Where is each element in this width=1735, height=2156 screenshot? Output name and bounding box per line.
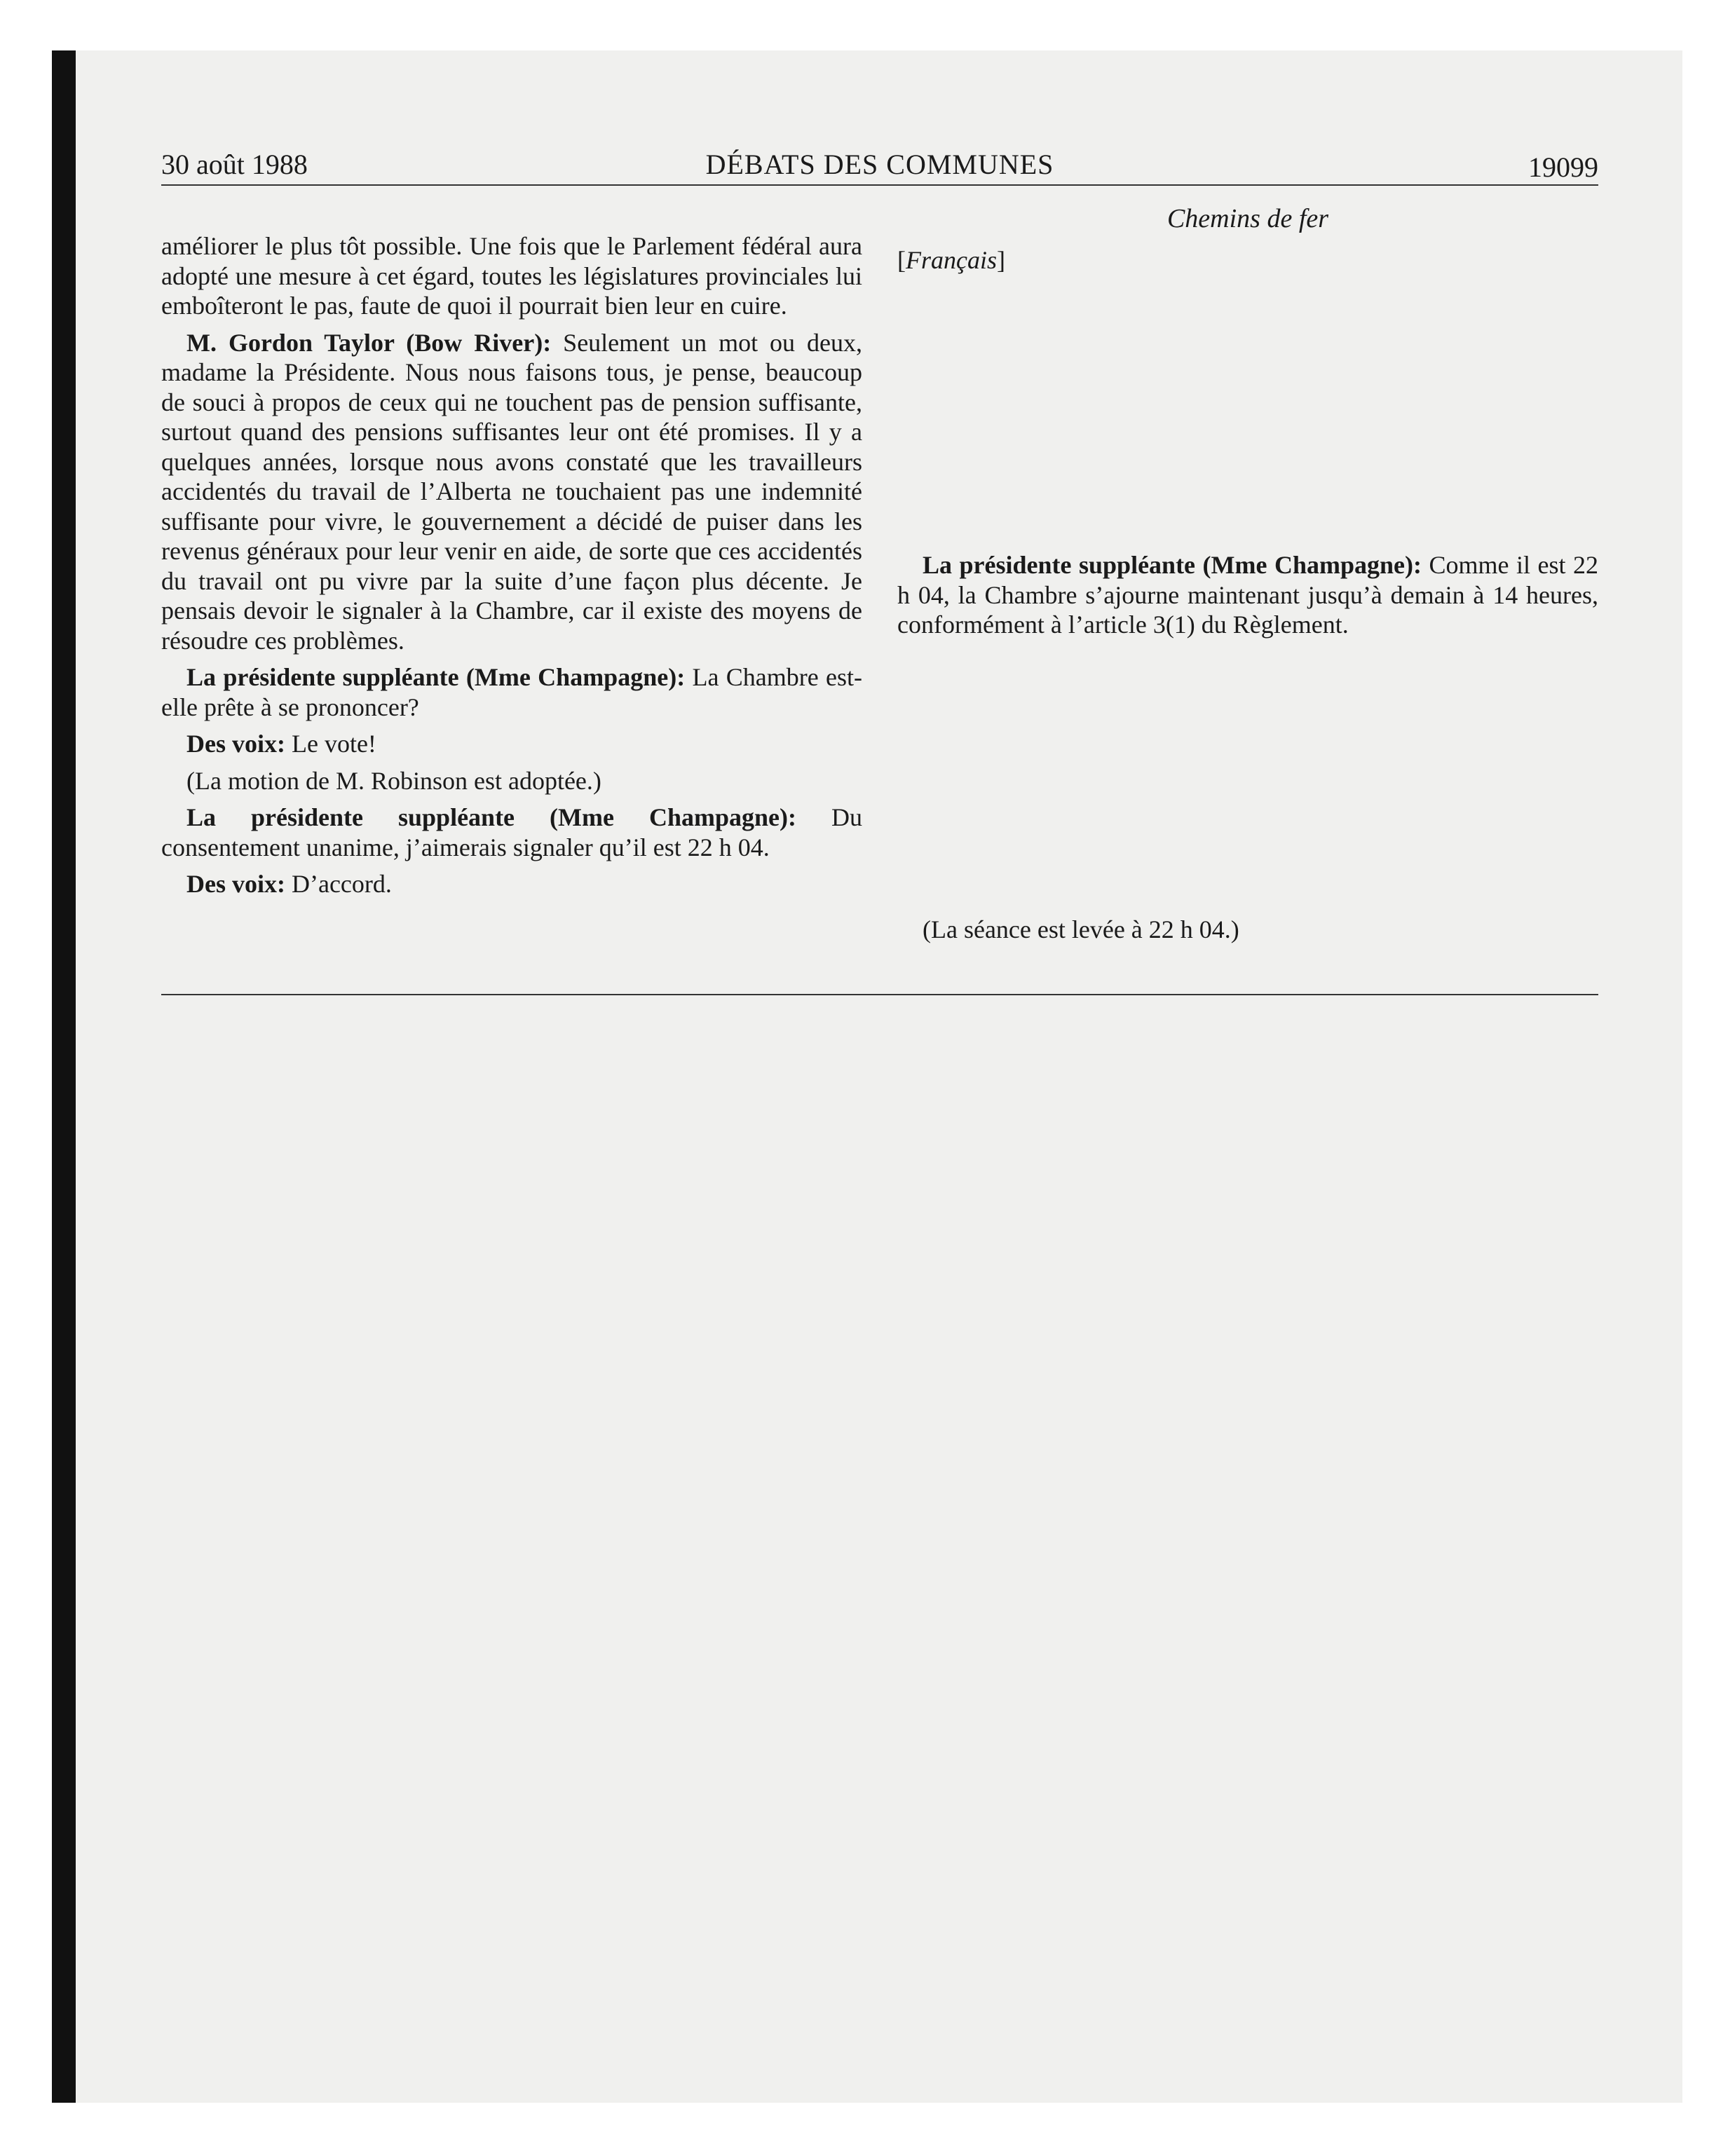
speech-paragraph: La présidente suppléante (Mme Champagne): Du consentement unanime, j’aimerais signaler qu’il est 22 h 04. bbox=[161, 803, 863, 861]
closing-note: (La séance est levée à 22 h 04.) bbox=[923, 915, 1239, 943]
header-page-number: 19099 bbox=[1528, 151, 1598, 183]
header-title: DÉBATS DES COMMUNES bbox=[705, 149, 1054, 180]
running-head: Chemins de fer bbox=[1166, 204, 1329, 233]
header-rule bbox=[161, 184, 1598, 186]
paragraph: améliorer le plus tôt possible. Une fois que le Parlement fédéral aura adopté une mesure à cet égard, toutes les législatures provinciales lui emboîteront le pas, faute de quoi il pourrait bien leur en cuire. bbox=[161, 232, 862, 320]
speech-paragraph: Des voix: D’accord. bbox=[186, 870, 392, 898]
speaker-name: Des voix: bbox=[186, 730, 285, 758]
speaker-name: La présidente suppléante (Mme Champagne): bbox=[923, 551, 1422, 579]
language-tag: [Français] bbox=[897, 246, 1005, 274]
speech-paragraph: La présidente suppléante (Mme Champagne): Comme il est 22 h 04, la Chambre s’ajourne maintenant jusqu’à demain à 14 heures, conformément à l’article 3(1) du Règlement. bbox=[897, 551, 1598, 639]
scan-binding-edge bbox=[52, 50, 76, 2103]
speech-paragraph: La présidente suppléante (Mme Champagne): La Chambre est-elle prête à se prononcer? bbox=[161, 663, 862, 721]
speaker-name: Des voix: bbox=[186, 870, 285, 898]
speech-paragraph: Des voix: Le vote! bbox=[186, 730, 376, 758]
speech-paragraph: M. Gordon Taylor (Bow River): Seulement un mot ou deux, madame la Présidente. Nous nous faisons tous, je pense, beaucoup de souci à propos de ceux qui ne touchent pas de pension suffisante, surtout quand des pensions suffisantes leur ont été promises. Il y a quelques années, lorsque nous avons constaté que les travailleurs accidentés du travail de l’Alberta ne touchaient pas une indemnité suffisante pour vivre, le gouvernement a décidé de puiser dans les revenus généraux pour leur venir en aide, de sorte que ces accidentés du travail ont pu vivre par la suite d’une façon plus décente. Je pensais devoir le signaler à la Chambre, car il existe des moyens de résoudre ces problèmes. bbox=[161, 328, 862, 655]
page-header bbox=[161, 144, 1598, 186]
speaker-name: M. Gordon Taylor (Bow River): bbox=[186, 328, 552, 357]
left-column bbox=[161, 231, 862, 899]
speaker-name: La présidente suppléante (Mme Champagne): bbox=[186, 663, 686, 691]
procedural-note: (La motion de M. Robinson est adoptée.) bbox=[186, 766, 601, 795]
speaker-name: La présidente suppléante (Mme Champagne): bbox=[186, 803, 796, 831]
footer-rule bbox=[161, 994, 1598, 995]
header-date: 30 août 1988 bbox=[161, 149, 308, 180]
